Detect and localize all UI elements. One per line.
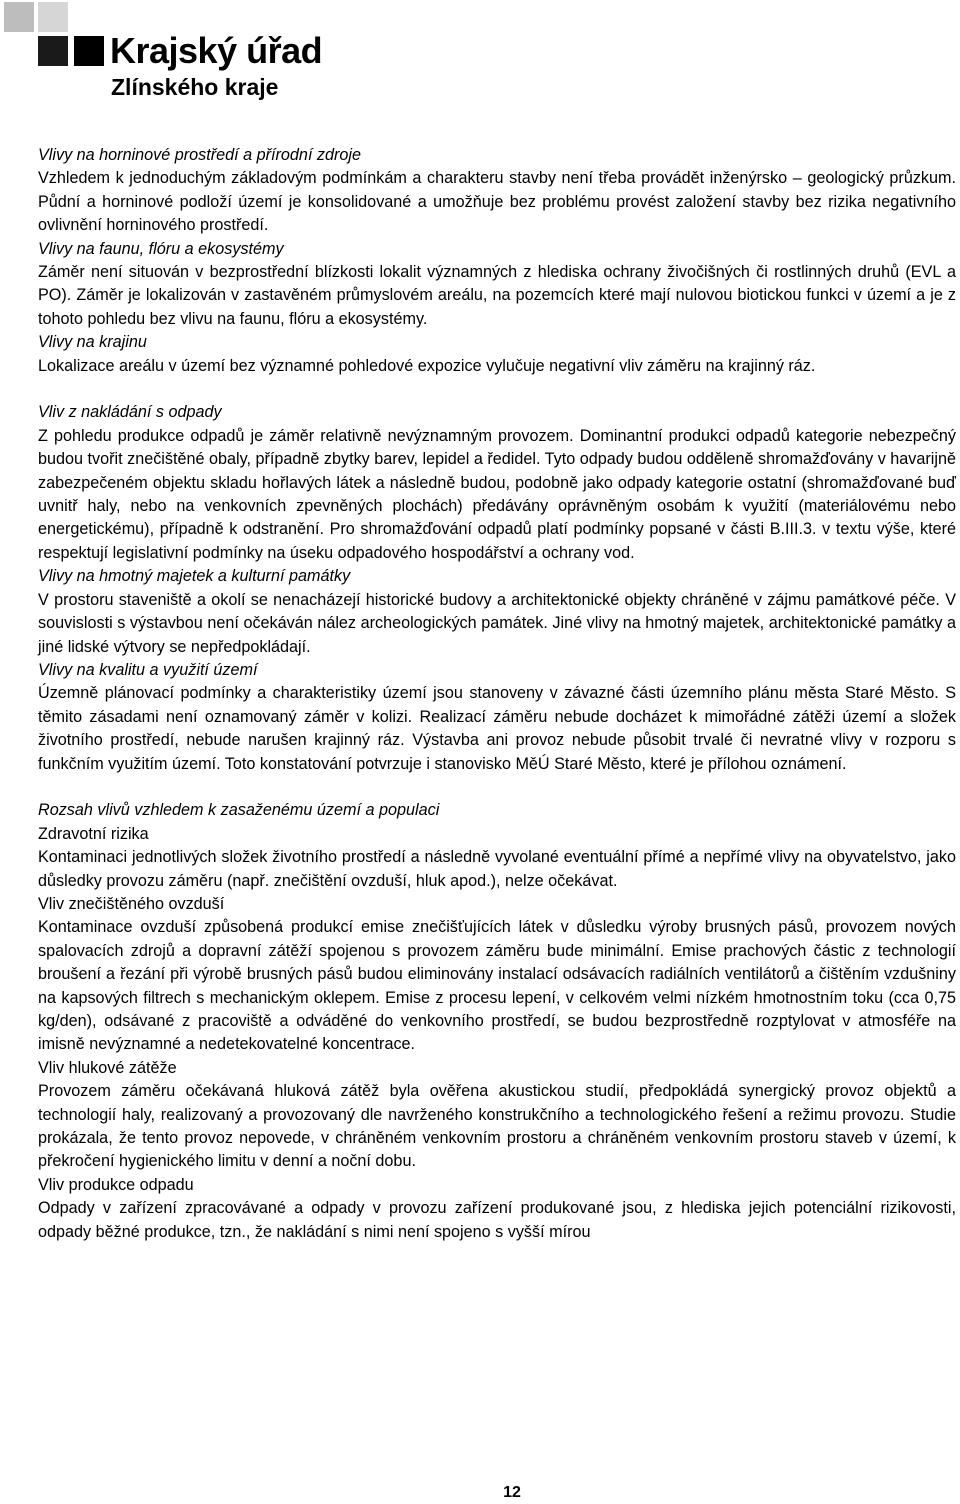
paragraph: Vliv hlukové zátěže — [38, 1058, 177, 1077]
paragraph: Lokalizace areálu v území bez významné pohledové expozice vylučuje negativní vliv záměru na krajinný ráz. — [38, 356, 816, 375]
logo-square-black — [74, 36, 104, 66]
paragraph: Odpady v zařízení zpracovávané a odpady v provozu zařízení produkované jsou, z hlediska jejich potenciální rizikovosti, odpady běžné produkce, tzn., že nakládání s nimi není spojeno s vyšší mírou — [38, 1199, 956, 1241]
paragraph: Z pohledu produkce odpadů je záměr relativně nevýznamným provozem. Dominantní produkci odpadů kategorie nebezpečný budou tvořit znečištěné obaly, případně zbytky barev, lepidel a ředidel. Tyto odpady budou odděleně shromažďovány v havarijně zabezpečeném objektu skladu hořlavých látek a následně budou, podobně jako odpady kategorie ostatní (shromažďované buď uvnitř haly, nebo na venkovních zpevněných plochách) předávány oprávněným osobám k využití (materiálovému nebo energetickému), případně k odstranění. Pro shromažďování odpadů platí podmínky popsané v části B.III.3. v textu výše, které respektují legislativní podmínky na úseku odpadového hospodářství a ochrany vod. — [38, 426, 956, 562]
section-heading: Rozsah vlivů vzhledem k zasaženému území a populaci — [38, 801, 440, 820]
page-number: 12 — [503, 1484, 521, 1501]
paragraph: Vliv znečištěného ovzduší — [38, 894, 225, 913]
logo-subtitle: Zlínského kraje — [111, 74, 279, 100]
paragraph: Vliv produkce odpadu — [38, 1175, 194, 1194]
section-heading: Vlivy na horninové prostředí a přírodní zdroje — [38, 146, 362, 164]
section-heading: Vliv z nakládání s odpady — [38, 403, 222, 422]
section-heading: Vlivy na kvalitu a využití území — [38, 660, 258, 679]
section-heading: Vlivy na faunu, flóru a ekosystémy — [38, 239, 284, 258]
logo-square-light — [4, 2, 34, 32]
paragraph: Kontaminaci jednotlivých složek životního prostředí a následně vyvolané eventuální přímé a nepřímé vlivy na obyvatelstvo, jako důsledky provozu záměru (např. znečištění ovzduší, hluk apod.), nelze očekávat. — [38, 848, 956, 890]
paragraph: Zdravotní rizika — [38, 824, 149, 843]
paragraph: Kontaminace ovzduší způsobená produkcí emise znečišťujících látek v důsledku výroby brusných pásů, provozem nových spalovacích zdrojů a dopravní zátěží spojenou s provozem záměru bude minimální. Emise prachových částic z technologií broušení a řezání při výrobě brusných pásů budou eliminovány instalací odsávacích radiálních ventilátorů a čištěním vzdušniny na kapsových filtrech s mechanickým oklepem. Emise z procesu lepení, v celkovém velmi nízkém hmotnostním toku (cca 0,75 kg/den), odsávané z pracoviště a odváděné do venkovního prostředí, se budou bezprostředně rozptylovat v atmosféře na imisně nevýznamné a nedetekovatelné koncentrace. — [38, 918, 956, 1054]
logo-title: Krajský úřad — [110, 30, 323, 71]
paragraph: Provozem záměru očekávaná hluková zátěž byla ověřena akustickou studií, předpokládá synergický provoz objektů a technologií haly, realizovaný a provozovaný dle navrženého konstrukčního a technologického řešení a režimu provozu. Studie prokázala, že tento provoz nepovede, v chráněném venkovním prostoru a chráněném venkovním prostoru staveb v území, k překročení hygienického limitu v denní a noční dobu. — [38, 1082, 956, 1171]
section-heading: Vlivy na krajinu — [38, 333, 147, 352]
logo-square-lighter — [38, 2, 68, 32]
krajsky-urad-logo — [4, 2, 324, 102]
document-body — [38, 144, 956, 1244]
section-heading: Vlivy na hmotný majetek a kulturní památky — [38, 567, 351, 586]
paragraph: V prostoru staveniště a okolí se nenacházejí historické budovy a architektonické objekty chráněné v zájmu památkové péče. V souvislosti s výstavbou není očekáván nález archeologických památek. Jiné vlivy na hmotný majetek, architektonické památky a jiné lidské výtvory se nepředpokládají. — [38, 590, 956, 656]
paragraph: Územně plánovací podmínky a charakteristiky území jsou stanoveny v závazné části územního plánu města Staré Město. S těmito zásadami není oznamovaný záměr v kolizi. Realizací záměru nebude docházet k mimořádné zátěži území a složek životního prostředí, nebude narušen krajinný ráz. Výstavba ani provoz nebude působit trvalé či nevratné vlivy v rozporu s funkčním využitím území. Toto konstatování potvrzuje i stanovisko MěÚ Staré Město, které je přílohou oznámení. — [38, 684, 956, 773]
logo-square-dark — [38, 36, 68, 66]
paragraph: Záměr není situován v bezprostřední blízkosti lokalit významných z hlediska ochrany živočišných či rostlinných druhů (EVL a PO). Záměr je lokalizován v zastavěném průmyslovém areálu, na pozemcích které mají nulovou biotickou funkci v území a je z tohoto pohledu bez vlivu na faunu, flóru a ekosystémy. — [38, 263, 956, 328]
paragraph: Vzhledem k jednoduchým základovým podmínkám a charakteru stavby není třeba provádět inženýrsko – geologický průzkum. Půdní a horninové podloží území je konsolidované a umožňuje bez problému provést založení stavby bez rizika negativního ovlivnění horninového prostředí. — [38, 169, 956, 235]
